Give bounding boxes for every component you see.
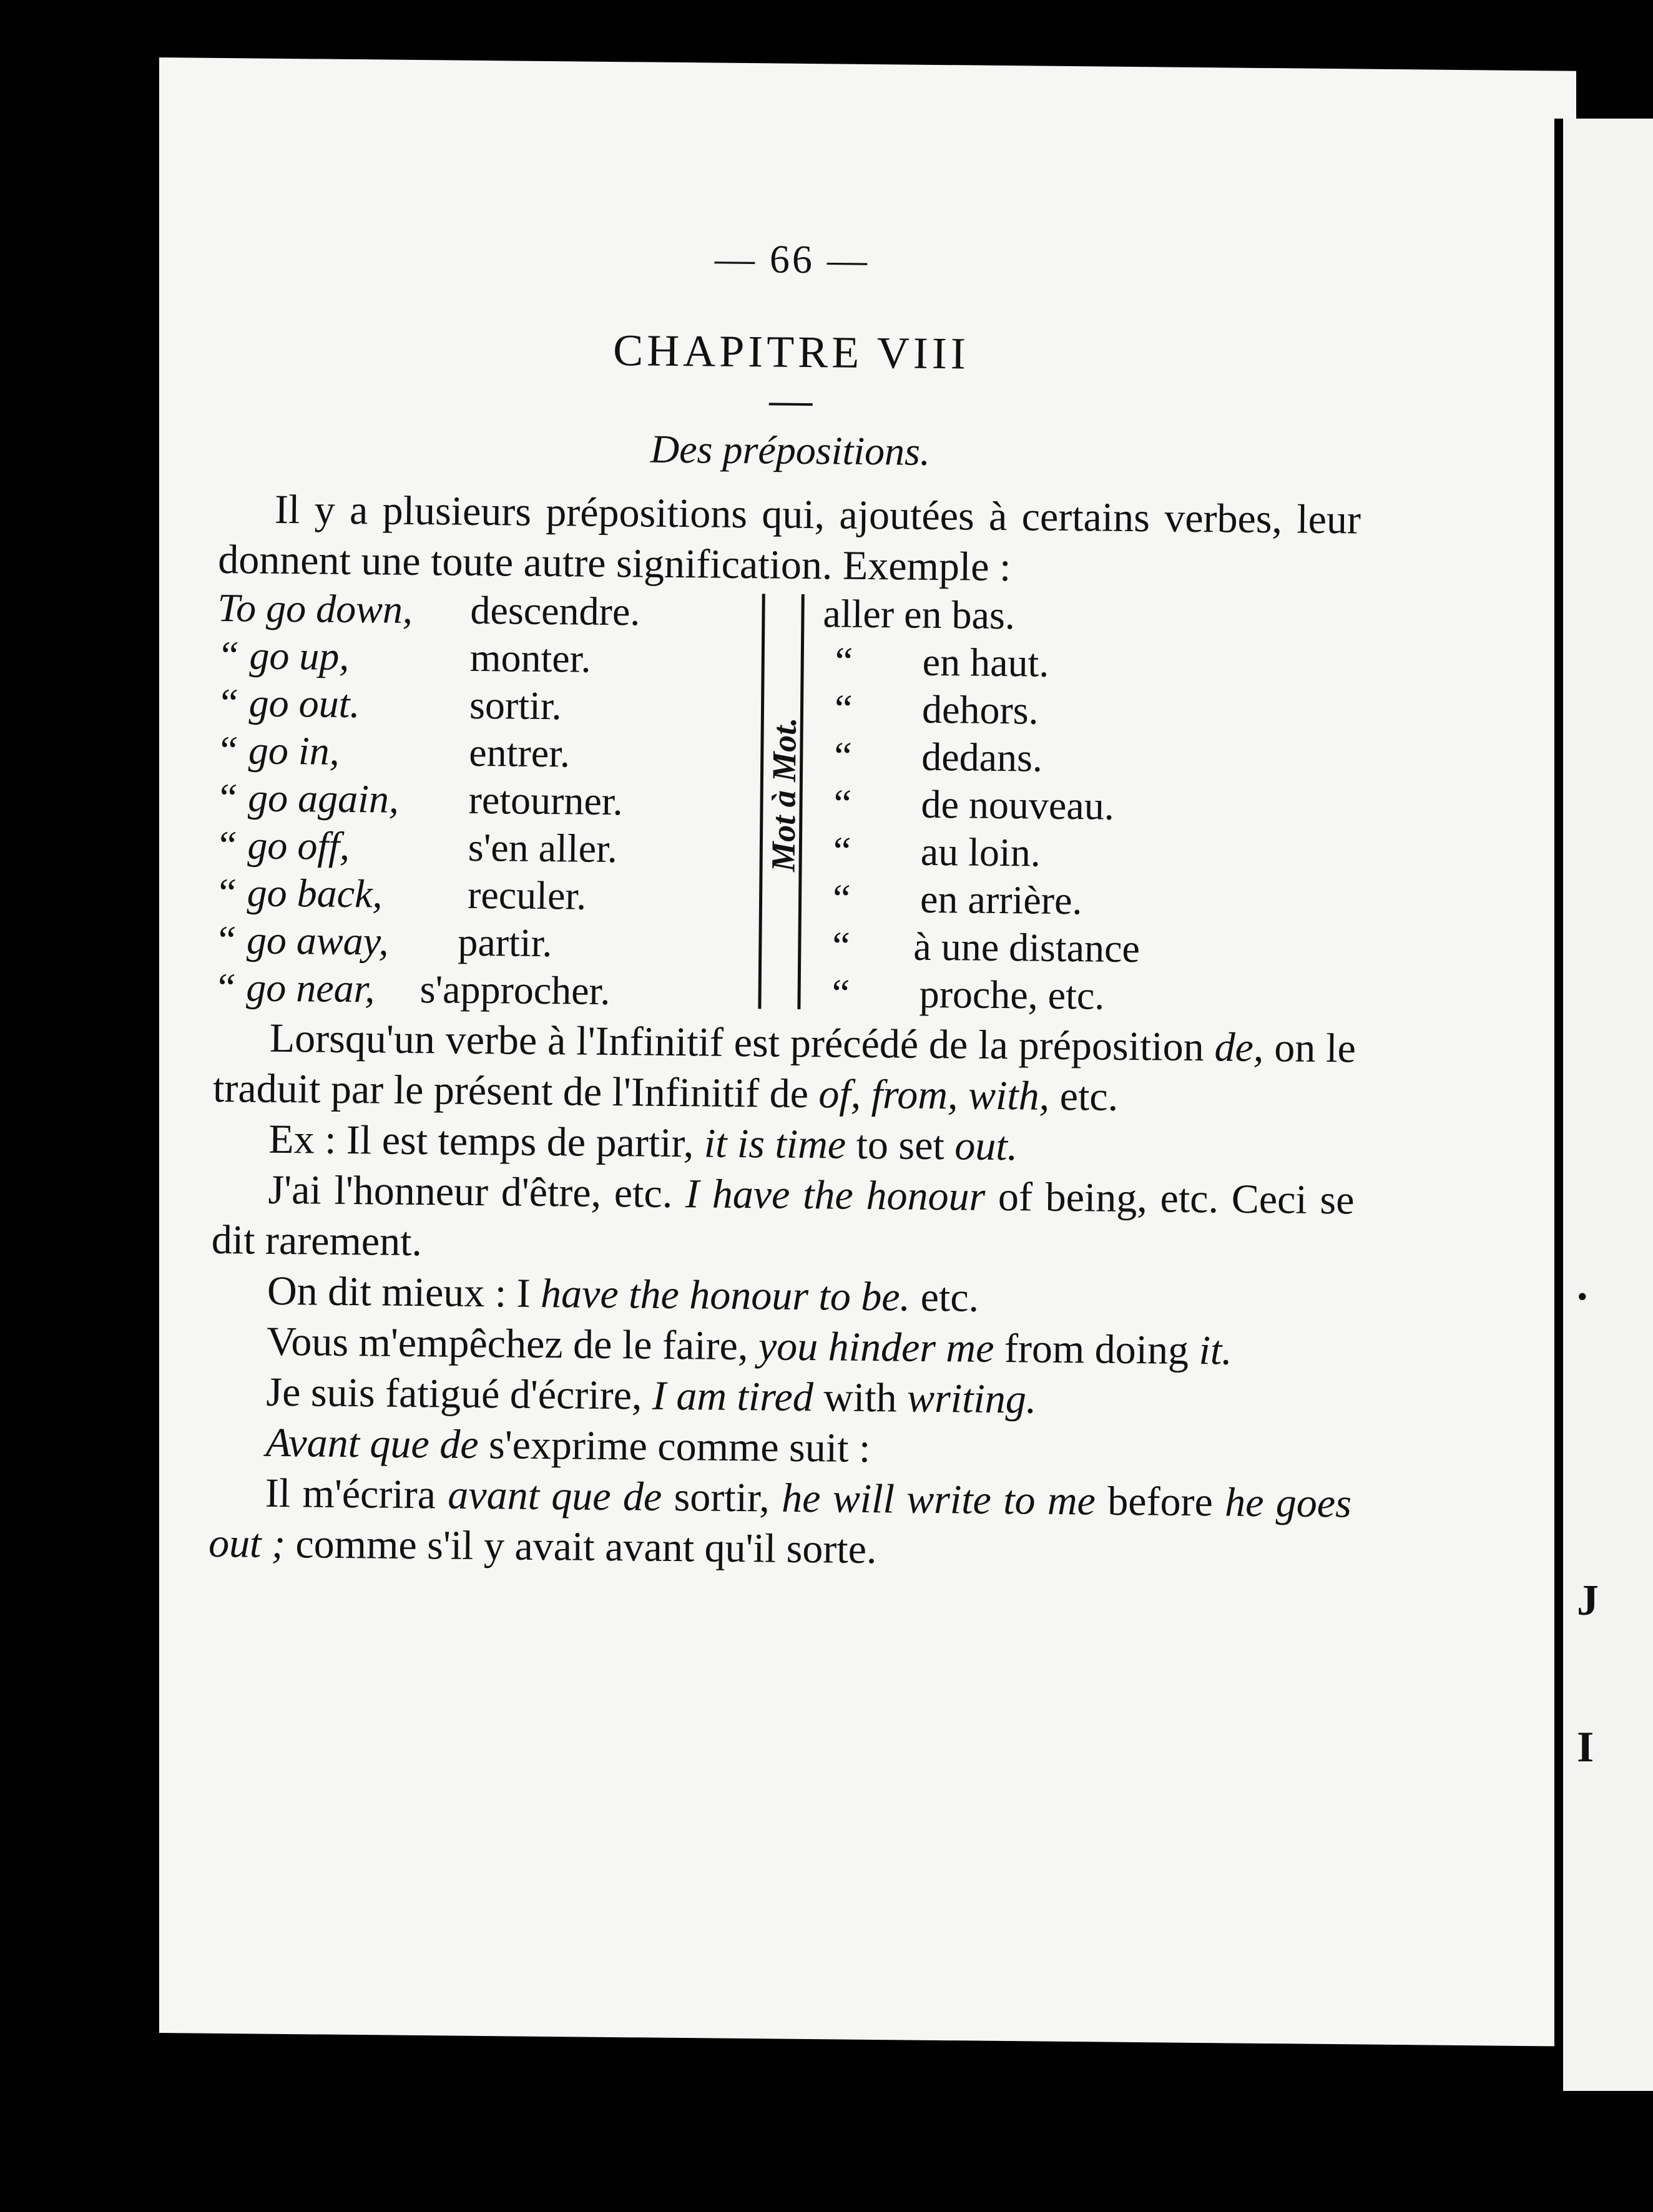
page-number: — 66 —: [714, 236, 870, 282]
verb-row: [213, 964, 1356, 1023]
ditto-mark: “: [831, 971, 850, 1015]
edge-mark: .: [1577, 1261, 1588, 1309]
english-verb: “ go back,: [214, 869, 383, 916]
edge-mark: J: [1577, 1577, 1599, 1625]
ditto-mark: “: [833, 828, 851, 873]
english-verb: “ go away,: [214, 917, 389, 964]
example-2: J'ai l'honneur d'être, etc. I have the honour of being, etc. Ceci se dit rarement.: [211, 1167, 1355, 1265]
example-3: On dit mieux : I have the honour to be. etc.: [267, 1268, 979, 1321]
english-verb: “ go out.: [216, 680, 360, 727]
literal-meaning: dedans.: [921, 734, 1043, 780]
literal-meaning: aller en bas.: [823, 591, 1016, 638]
ditto-mark: “: [832, 876, 851, 921]
english-verb: “ go again,: [215, 775, 400, 821]
french-verb: sortir.: [469, 682, 562, 728]
example-5: Je suis fatigué d'écrire, I am tired with writing.: [266, 1369, 1037, 1422]
verb-table: [213, 585, 1360, 1024]
french-verb: retourner.: [468, 777, 623, 824]
literal-meaning: proche, etc.: [919, 971, 1105, 1018]
literal-meaning: au loin.: [920, 829, 1041, 875]
side-label: Mot à Mot.: [764, 717, 803, 872]
literal-meaning: dehors.: [921, 687, 1039, 733]
english-verb: “ go near,: [213, 964, 375, 1011]
english-verb: “ go in,: [216, 727, 340, 773]
ditto-mark: “: [833, 781, 852, 826]
french-verb: monter.: [469, 635, 591, 681]
section-subtitle: Des prépositions.: [650, 426, 931, 474]
example-6: Avant que de s'exprime comme suit :: [265, 1419, 871, 1472]
english-verb: “ go off,: [215, 822, 350, 869]
adjacent-page-edge: [1554, 119, 1653, 2091]
chapter-title: CHAPITRE VIII: [612, 325, 970, 379]
edge-mark: I: [1577, 1723, 1594, 1771]
intro-paragraph: Il y a plusieurs prépositions qui, ajoutées à certains verbes, leur donnent une toute autre signification. Exemple :: [217, 486, 1361, 590]
ditto-mark: “: [833, 733, 853, 778]
english-verb: To go down,: [217, 585, 413, 632]
example-7: Il m'écrira avant que de sortir, he will write to me before he goes out ; comme s'il y avait avant qu'il sorte.: [208, 1470, 1352, 1573]
french-verb: partir.: [458, 919, 552, 966]
french-verb: descendre.: [470, 587, 640, 634]
ditto-mark: “: [835, 639, 853, 683]
literal-meaning: en arrière.: [920, 876, 1082, 923]
page-content: [208, 187, 1364, 1579]
literal-meaning: en haut.: [922, 639, 1049, 685]
ditto-mark: “: [834, 686, 853, 731]
example-4: Vous m'empêchez de le faire, you hinder me from doing it.: [266, 1318, 1233, 1374]
french-verb: s'approcher.: [419, 967, 611, 1014]
rule-paragraph: Lorsqu'un verbe à l'Infinitif est précédé de la préposition de, on le traduit par le présent de l'Infinitif de of, from, with, etc.: [212, 1015, 1356, 1120]
english-verb: “ go up,: [217, 632, 350, 678]
title-rule: [769, 403, 813, 406]
literal-meaning: à une distance: [913, 924, 1140, 971]
ditto-mark: “: [832, 923, 851, 968]
french-verb: entrer.: [468, 730, 571, 776]
french-verb: s'en aller.: [468, 825, 618, 871]
example-1: Ex : Il est temps de partir, it is time to set out.: [268, 1116, 1018, 1170]
literal-meaning: de nouveau.: [921, 781, 1115, 828]
french-verb: reculer.: [467, 872, 587, 918]
